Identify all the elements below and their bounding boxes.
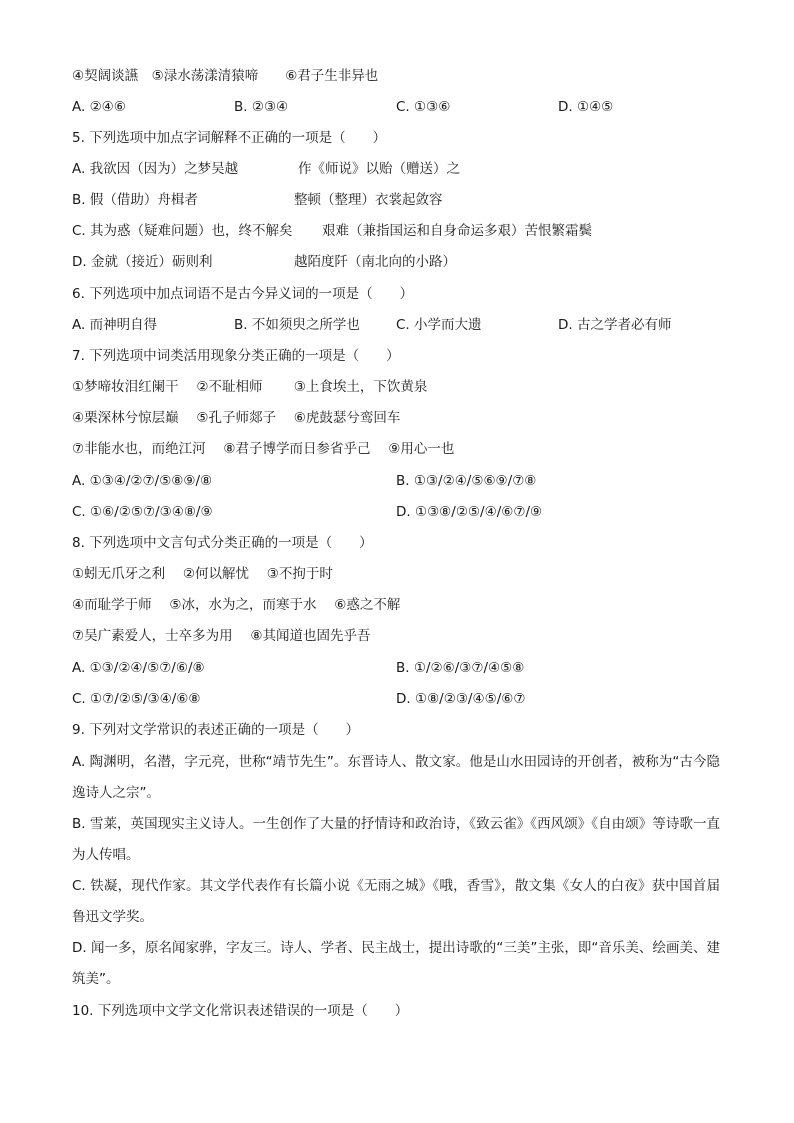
q5-option-d-left: D. 金就（接近）砺则利	[72, 254, 213, 270]
q9-stem: 9. 下列对文学常识的表述正确的一项是（ ）	[72, 722, 360, 738]
q4-items-line: ④契阔谈讌 ⑤渌水荡漾清猿啼 ⑥君子生非异也	[72, 68, 379, 84]
q5-stem: 5. 下列选项中加点字词解释不正确的一项是（ ）	[72, 130, 387, 146]
q7-option-a: A. ①③④/②⑦/⑤⑧⑨/⑧	[72, 473, 213, 489]
q9-option-d: D. 闻一多，原名闻家骅，字友三。诗人、学者、民主战士，提出诗歌的“三美”主张，即“音乐美、绘画美、建筑美”。	[72, 940, 720, 987]
q8-items-line-2: ④而耻学于师 ⑤冰，水为之，而寒于水 ⑥惑之不解	[72, 597, 401, 613]
q9-option-b: B. 雪莱，英国现实主义诗人。一生创作了大量的抒情诗和政治诗，《致云雀》《西风颂》《自由颂》等诗歌一直为人传唱。	[72, 816, 720, 863]
q4-option-c: C. ①③⑥	[396, 99, 451, 115]
q8-option-c: C. ①⑦/②⑤/③④/⑥⑧	[72, 691, 201, 707]
q7-option-c: C. ①⑥/②⑤⑦/③④⑧/⑨	[72, 504, 213, 520]
q4-option-b: B. ②③④	[234, 99, 289, 115]
q4-option-a: A. ②④⑥	[72, 99, 126, 115]
q7-items-line-2: ④栗深林兮惊层巅 ⑤孔子师郯子 ⑥虎鼓瑟兮鸾回车	[72, 410, 401, 426]
q7-items-line-1: ①梦啼妆泪红阑干 ②不耻相师 ③上食埃土，下饮黄泉	[72, 379, 428, 395]
q7-option-b: B. ①③/②④/⑤⑥⑨/⑦⑧	[396, 473, 537, 489]
q8-items-line-3: ⑦吴广素爱人，士卒多为用 ⑧其闻道也固先乎吾	[72, 628, 371, 644]
q7-option-d: D. ①③⑧/②⑤/④/⑥⑦/⑨	[396, 504, 543, 520]
q5-option-b-left: B. 假（借助）舟楫者	[72, 192, 198, 208]
q9-option-c: C. 铁凝，现代作家。其文学代表作有长篇小说《无雨之城》《哦，香雪》，散文集《女人的白夜》获中国首届鲁迅文学奖。	[72, 878, 720, 925]
q6-option-d: D. 古之学者必有师	[558, 317, 672, 333]
q10-stem: 10. 下列选项中文学文化常识表述错误的一项是（ ）	[72, 1003, 409, 1019]
q7-items-line-3: ⑦非能水也，而绝江河 ⑧君子博学而日参省乎己 ⑨用心一也	[72, 441, 455, 457]
q5-option-d-right: 越陌度阡（南北向的小路）	[294, 254, 456, 270]
q6-stem: 6. 下列选项中加点词语不是古今异义词的一项是（ ）	[72, 286, 414, 302]
q4-option-d: D. ①④⑤	[558, 99, 614, 115]
q7-stem: 7. 下列选项中词类活用现象分类正确的一项是（ ）	[72, 348, 400, 364]
q6-option-a: A. 而神明自得	[72, 317, 158, 333]
q5-option-c-left: C. 其为惑（疑难问题）也，终不解矣	[72, 223, 293, 239]
q5-option-b-right: 整顿（整理）衣裳起敛容	[294, 192, 443, 208]
q5-option-c-right: 艰难（兼指国运和自身命运多艰）苦恨繁霜鬓	[322, 223, 592, 239]
q8-items-line-1: ①蚓无爪牙之利 ②何以解忧 ③不拘于时	[72, 566, 333, 582]
q6-option-b: B. 不如须臾之所学也	[234, 317, 360, 333]
q6-option-c: C. 小学而大遗	[396, 317, 482, 333]
q8-stem: 8. 下列选项中文言句式分类正确的一项是（ ）	[72, 535, 373, 551]
q8-option-d: D. ①⑧/②③/④⑤/⑥⑦	[396, 691, 526, 707]
q8-option-a: A. ①③/②④/⑤⑦/⑥/⑧	[72, 660, 205, 676]
q8-option-b: B. ①/②⑥/③⑦/④⑤⑧	[396, 660, 525, 676]
q9-option-a: A. 陶渊明，名潜，字元亮，世称“靖节先生”。东晋诗人、散文家。他是山水田园诗的开创者，被称为“古今隐逸诗人之宗”。	[72, 754, 720, 801]
q5-option-a-right: 作《师说》以贻（赠送）之	[298, 161, 460, 177]
q5-option-a-left: A. 我欲因（因为）之梦吴越	[72, 161, 239, 177]
